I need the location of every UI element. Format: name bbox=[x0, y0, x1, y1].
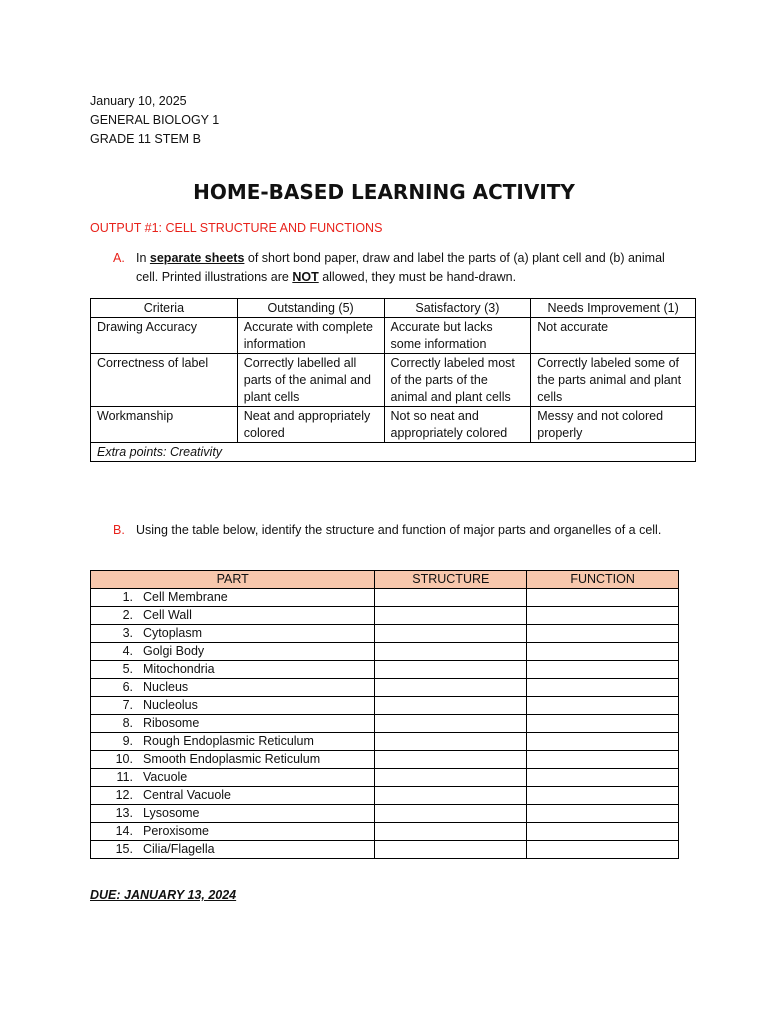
rubric-header-satisfactory: Satisfactory (3) bbox=[384, 299, 531, 318]
table-row bbox=[91, 823, 679, 841]
header-part: PART bbox=[91, 571, 375, 589]
part-name: Ribosome bbox=[143, 716, 200, 730]
table-row bbox=[91, 697, 679, 715]
structure-cell[interactable] bbox=[375, 679, 527, 697]
table-row bbox=[91, 751, 679, 769]
rubric-cell: Accurate but lacks some information bbox=[384, 318, 531, 354]
function-cell[interactable] bbox=[527, 697, 679, 715]
emphasis-not: NOT bbox=[292, 270, 319, 284]
part-name: Nucleolus bbox=[143, 698, 198, 712]
part-number: 5. bbox=[122, 662, 133, 676]
instruction-a-text-3: allowed, they must be hand-drawn. bbox=[318, 270, 517, 284]
part-number: 7. bbox=[122, 698, 133, 712]
function-cell[interactable] bbox=[527, 715, 679, 733]
rubric-table bbox=[90, 298, 696, 462]
part-number: 3. bbox=[122, 626, 133, 640]
structure-cell[interactable] bbox=[375, 787, 527, 805]
rubric-row bbox=[91, 318, 696, 354]
part-cell bbox=[91, 697, 375, 715]
emphasis-separate-sheets: separate sheets bbox=[149, 251, 245, 265]
structure-cell[interactable] bbox=[375, 751, 527, 769]
table-row bbox=[91, 841, 679, 859]
part-number: 8. bbox=[122, 716, 133, 730]
rubric-cell: Correctness of label bbox=[91, 354, 238, 407]
part-name: Cilia/Flagella bbox=[143, 842, 215, 856]
part-cell bbox=[91, 661, 375, 679]
rubric-cell: Neat and appropriately colored bbox=[237, 407, 384, 443]
part-cell bbox=[91, 589, 375, 607]
structure-cell[interactable] bbox=[375, 823, 527, 841]
part-name: Lysosome bbox=[143, 806, 200, 820]
instruction-b-text: Using the table below, identify the structure and function of major parts and organelles of a cell. bbox=[136, 523, 662, 537]
function-cell[interactable] bbox=[527, 607, 679, 625]
structure-cell[interactable] bbox=[375, 805, 527, 823]
part-name: Peroxisome bbox=[143, 824, 209, 838]
function-cell[interactable] bbox=[527, 823, 679, 841]
function-cell[interactable] bbox=[527, 589, 679, 607]
instruction-a-text bbox=[136, 249, 683, 287]
function-cell[interactable] bbox=[527, 625, 679, 643]
function-cell[interactable] bbox=[527, 643, 679, 661]
part-cell bbox=[91, 643, 375, 661]
due-date: DUE: JANUARY 13, 2024 bbox=[90, 888, 237, 902]
part-name: Smooth Endoplasmic Reticulum bbox=[143, 752, 321, 766]
rubric-extra-row bbox=[91, 443, 696, 462]
part-number: 15. bbox=[115, 842, 133, 856]
cell-table-header-row bbox=[91, 571, 679, 589]
rubric-row bbox=[91, 407, 696, 443]
page-title: HOME-BASED LEARNING ACTIVITY bbox=[193, 180, 575, 204]
rubric-row bbox=[91, 354, 696, 407]
table-row bbox=[91, 643, 679, 661]
instruction-a-text-2: of short bond paper, draw and label the parts of (a) plant cell and (b) animal cell. Printed illustrations are bbox=[136, 251, 665, 284]
function-cell[interactable] bbox=[527, 769, 679, 787]
part-name: Golgi Body bbox=[143, 644, 205, 658]
part-number: 4. bbox=[122, 644, 133, 658]
rubric-header-needs-improvement: Needs Improvement (1) bbox=[531, 299, 696, 318]
instruction-b-marker: B. bbox=[113, 523, 125, 537]
part-name: Rough Endoplasmic Reticulum bbox=[143, 734, 314, 748]
instruction-a-text-1: In bbox=[136, 251, 150, 265]
function-cell[interactable] bbox=[527, 787, 679, 805]
structure-cell[interactable] bbox=[375, 769, 527, 787]
output-heading: OUTPUT #1: CELL STRUCTURE AND FUNCTIONS bbox=[90, 221, 383, 235]
instruction-a bbox=[113, 249, 683, 287]
part-cell bbox=[91, 751, 375, 769]
table-row bbox=[91, 625, 679, 643]
function-cell[interactable] bbox=[527, 841, 679, 859]
rubric-header-outstanding: Outstanding (5) bbox=[237, 299, 384, 318]
structure-cell[interactable] bbox=[375, 697, 527, 715]
part-number: 11. bbox=[116, 770, 133, 784]
table-row bbox=[91, 787, 679, 805]
header-function: FUNCTION bbox=[527, 571, 679, 589]
header-structure: STRUCTURE bbox=[375, 571, 527, 589]
part-cell bbox=[91, 841, 375, 859]
part-cell bbox=[91, 787, 375, 805]
rubric-cell: Not so neat and appropriately colored bbox=[384, 407, 531, 443]
table-row bbox=[91, 661, 679, 679]
structure-cell[interactable] bbox=[375, 607, 527, 625]
part-number: 13. bbox=[115, 806, 133, 820]
part-cell bbox=[91, 625, 375, 643]
part-number: 12. bbox=[115, 788, 133, 802]
rubric-header-criteria: Criteria bbox=[91, 299, 238, 318]
extra-points-note: Extra points: Creativity bbox=[91, 443, 696, 462]
part-name: Cell Membrane bbox=[143, 590, 228, 604]
table-row bbox=[91, 805, 679, 823]
part-cell bbox=[91, 607, 375, 625]
part-number: 2. bbox=[122, 608, 133, 622]
table-row bbox=[91, 769, 679, 787]
rubric-cell: Messy and not colored properly bbox=[531, 407, 696, 443]
structure-cell[interactable] bbox=[375, 661, 527, 679]
part-number: 6. bbox=[122, 680, 133, 694]
table-row bbox=[91, 589, 679, 607]
part-name: Cytoplasm bbox=[143, 626, 203, 640]
function-cell[interactable] bbox=[527, 661, 679, 679]
rubric-cell: Accurate with complete information bbox=[237, 318, 384, 354]
function-cell[interactable] bbox=[527, 679, 679, 697]
part-number: 9. bbox=[122, 734, 133, 748]
structure-cell[interactable] bbox=[375, 589, 527, 607]
part-number: 14. bbox=[115, 824, 133, 838]
rubric-cell: Workmanship bbox=[91, 407, 238, 443]
table-row bbox=[91, 607, 679, 625]
structure-cell[interactable] bbox=[375, 715, 527, 733]
document-header bbox=[90, 92, 219, 149]
rubric-cell: Correctly labelled all parts of the animal and plant cells bbox=[237, 354, 384, 407]
part-cell bbox=[91, 769, 375, 787]
structure-cell[interactable] bbox=[375, 733, 527, 751]
table-row bbox=[91, 679, 679, 697]
rubric-cell: Drawing Accuracy bbox=[91, 318, 238, 354]
date-line: January 10, 2025 bbox=[90, 94, 187, 108]
part-cell bbox=[91, 823, 375, 841]
function-cell[interactable] bbox=[527, 733, 679, 751]
part-number: 1. bbox=[122, 590, 133, 604]
grade-line: GRADE 11 STEM B bbox=[90, 132, 201, 146]
part-cell bbox=[91, 679, 375, 697]
table-row bbox=[91, 733, 679, 751]
instruction-a-marker: A. bbox=[113, 251, 125, 265]
rubric-cell: Correctly labeled some of the parts animal and plant cells bbox=[531, 354, 696, 407]
rubric-cell: Correctly labeled most of the parts of the animal and plant cells bbox=[384, 354, 531, 407]
part-number: 10. bbox=[115, 752, 133, 766]
part-name: Mitochondria bbox=[143, 662, 215, 676]
function-cell[interactable] bbox=[527, 751, 679, 769]
structure-cell[interactable] bbox=[375, 625, 527, 643]
structure-cell[interactable] bbox=[375, 841, 527, 859]
rubric-cell: Not accurate bbox=[531, 318, 696, 354]
part-name: Cell Wall bbox=[143, 608, 192, 622]
rubric-header-row bbox=[91, 299, 696, 318]
part-name: Central Vacuole bbox=[143, 788, 232, 802]
function-cell[interactable] bbox=[527, 805, 679, 823]
part-cell bbox=[91, 715, 375, 733]
part-cell bbox=[91, 805, 375, 823]
part-name: Nucleus bbox=[143, 680, 189, 694]
table-row bbox=[91, 715, 679, 733]
structure-cell[interactable] bbox=[375, 643, 527, 661]
part-name: Vacuole bbox=[143, 770, 188, 784]
cell-parts-table bbox=[90, 570, 679, 859]
part-cell bbox=[91, 733, 375, 751]
instruction-b bbox=[113, 521, 683, 540]
subject-line: GENERAL BIOLOGY 1 bbox=[90, 113, 220, 127]
